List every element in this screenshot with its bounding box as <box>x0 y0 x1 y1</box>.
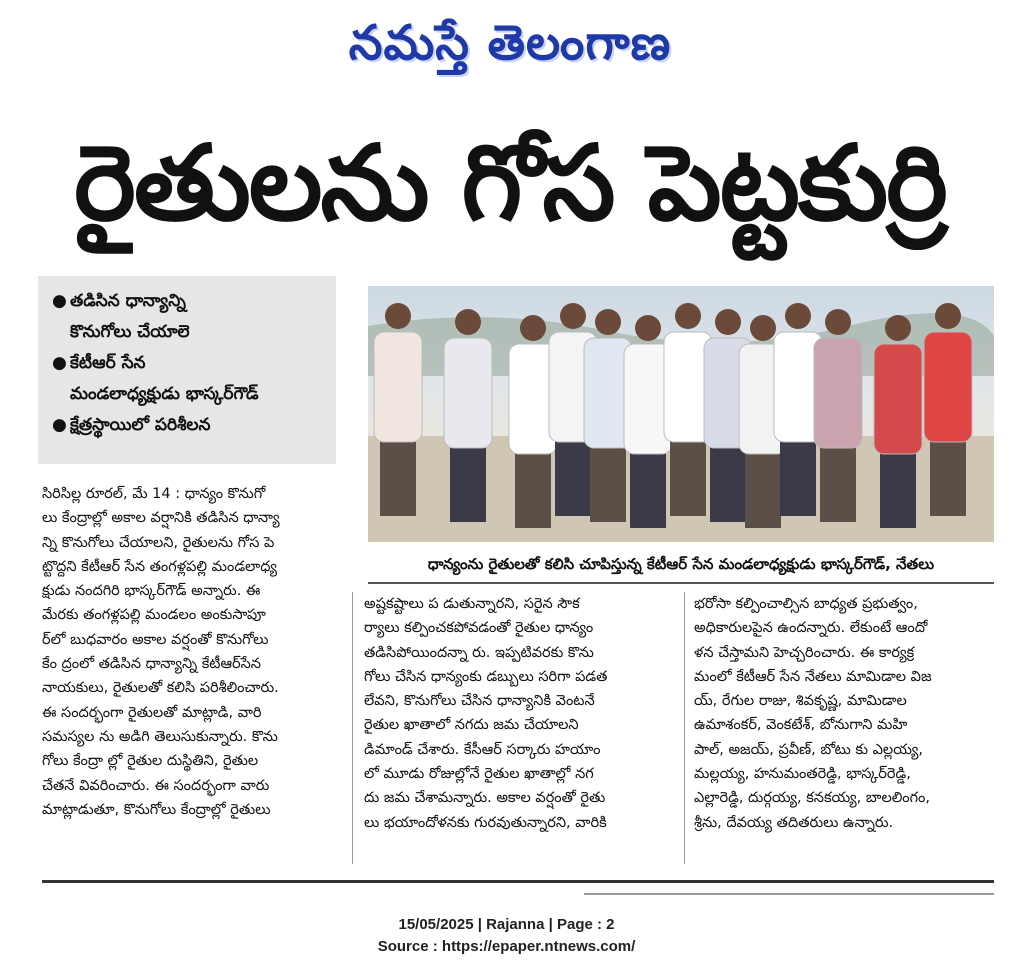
footer-source-line: Source : https://epaper.ntnews.com/ <box>377 938 636 955</box>
article-line: ఈ సందర్భంగా రైతులతో మాట్లాడి, వారి <box>42 704 262 721</box>
highlight-item <box>52 410 324 441</box>
highlight-line: క్షేత్రస్థాయిలో పరిశీలన <box>70 415 211 435</box>
article-line: మేరకు తంగళ్లపల్లి మండలం అంకుసాపూ <box>42 607 266 624</box>
article-line: మంలో కేటీఆర్ సేన నేతలు మామిడాల విజ <box>694 668 932 685</box>
article-line: డిమాండ్ చేశారు. కేసీఆర్ సర్కారు హయాం <box>364 741 601 758</box>
article-line: ర్‌లో బుధవారం అకాల వర్షంతో కొనుగోలు <box>42 631 269 648</box>
caption-rule <box>368 582 994 584</box>
article-line: సమస్యల ను అడిగి తెలుసుకున్నారు. కొను <box>42 728 278 745</box>
article-line: భరోసా కల్పించాల్సిన బాధ్యత ప్రభుత్వం, <box>694 596 918 612</box>
highlight-item <box>52 348 324 410</box>
article-line: గోలు చేసిన ధాన్యంకు డబ్బులు సరిగా పడత <box>364 668 608 685</box>
article-line: ఎల్లారెడ్డి, దుర్గయ్య, కనకయ్య, బాలలింగం, <box>694 790 931 807</box>
article-line: ఉమాశంకర్, వెంకటేశ్, బోనుగాని మహి <box>694 717 908 734</box>
bullet-icon: ● <box>52 353 67 373</box>
bullet-icon: ● <box>52 415 67 435</box>
article-line: ర్యాలు కల్పించకపోవడంతో రైతుల ధాన్యం <box>364 620 594 637</box>
footer-date-line: 15/05/2025 | Rajanna | Page : 2 <box>398 916 615 933</box>
article-line: లేవని, కొనుగోలు చేసిన ధాన్యానికి వెంటనే <box>364 693 595 710</box>
article-line: నాయకులు, రైతులతో కలిసి పరిశీలించారు. <box>42 680 279 697</box>
column-divider <box>684 592 685 864</box>
column-divider <box>352 592 353 864</box>
article-column-2 <box>364 592 676 835</box>
article-line: అష్టకష్టాలు ప డుతున్నారని, సరైన సౌక <box>364 596 580 612</box>
article-line: మాట్లాడుతూ, కొనుగోలు కేంద్రాల్లో రైతులు <box>42 801 271 818</box>
source-footer <box>0 914 1013 958</box>
photo-caption: ధాన్యంను రైతులతో కలిసి చూపిస్తున్న కేటీఆర్ సేన మండలాధ్యక్షుడు భాస్కర్‌గౌడ్, నేతలు <box>427 555 935 573</box>
masthead-logo: నమస్తే తెలంగాణ <box>348 15 672 71</box>
article-line: దు జమ చేశామన్నారు. అకాల వర్షంతో రైతు <box>364 790 606 807</box>
article-line: లో మూడు రోజుల్లోనే రైతుల ఖాతాల్లో నగ <box>364 766 594 783</box>
article-line: పాల్, అజయ్, ప్రవీణ్, బోటు కు ఎల్లయ్య, <box>694 741 923 758</box>
article-line: ట్టొద్దని కేటీఆర్ సేన తంగళ్లపల్లి మండలాధ్య <box>42 558 278 575</box>
highlight-item <box>52 286 324 348</box>
group-photo-illustration <box>368 286 994 542</box>
highlight-line: కేటీఆర్ సేన <box>70 353 146 373</box>
article-line: ళన చేస్తామని హెచ్చరించారు. ఈ కార్యక్ర <box>694 644 915 661</box>
article-column-3 <box>694 592 994 835</box>
article-line: రైతుల ఖాతాలో నగదు జమ చేయాలని <box>364 717 579 734</box>
article-line: అధికారులపైన ఉందన్నారు. లేకుంటే ఆందో <box>694 620 928 637</box>
article-line: క్షుడు నందగిరి భాస్కర్‌గౌడ్ అన్నారు. ఈ <box>42 583 261 600</box>
bottom-rule <box>42 880 994 883</box>
article-line: మల్లయ్య, హనుమంతరెడ్డి, భాస్కర్‌రెడ్డి, <box>694 766 911 783</box>
article-line: శ్రీను, దేవయ్య తదితరులు ఉన్నారు. <box>694 814 894 831</box>
article-line: సిరిసిల్ల రూరల్, మే 14 : ధాన్యం కొనుగో <box>42 486 266 502</box>
article-line: లు భయాందోళనకు గురవుతున్నారని, వారికి <box>364 814 607 831</box>
bullet-icon: ● <box>52 291 67 311</box>
highlights-box <box>38 276 336 464</box>
article-line: గోలు కేంద్రా ల్లో రైతుల దుస్థితిని, రైతుల <box>42 753 259 770</box>
news-photo <box>368 286 994 542</box>
highlight-line: మండలాధ్యక్షుడు భాస్కర్‌గౌడ్ <box>70 384 259 404</box>
headline: రైతులను గోస పెట్టకుర్రి <box>74 122 946 244</box>
article-line: లు కేంద్రాల్లో అకాల వర్షానికి తడిసిన ధాన్యా <box>42 510 280 527</box>
article-line: య్, రేగుల రాజు, శివకృష్ణ, మామిడాల <box>694 693 907 710</box>
article-line: కేం ద్రంలో తడిసిన ధాన్యాన్ని కేటీఆర్‌సేన <box>42 656 261 673</box>
article-line: చేతనే వివరించారు. ఈ సందర్భంగా వారు <box>42 777 270 794</box>
article-line: తడిసిపోయిందన్నా రు. ఇప్పటివరకు కొను <box>364 644 594 661</box>
article-column-1 <box>42 482 342 822</box>
highlight-line: తడిసిన ధాన్యాన్ని <box>70 291 186 311</box>
article-line: న్ని కొనుగోలు చేయాలని, రైతులను గోస పె <box>42 534 275 551</box>
highlight-line: కొనుగోలు చేయాలె <box>70 322 190 342</box>
bottom-rule-short <box>584 893 994 895</box>
